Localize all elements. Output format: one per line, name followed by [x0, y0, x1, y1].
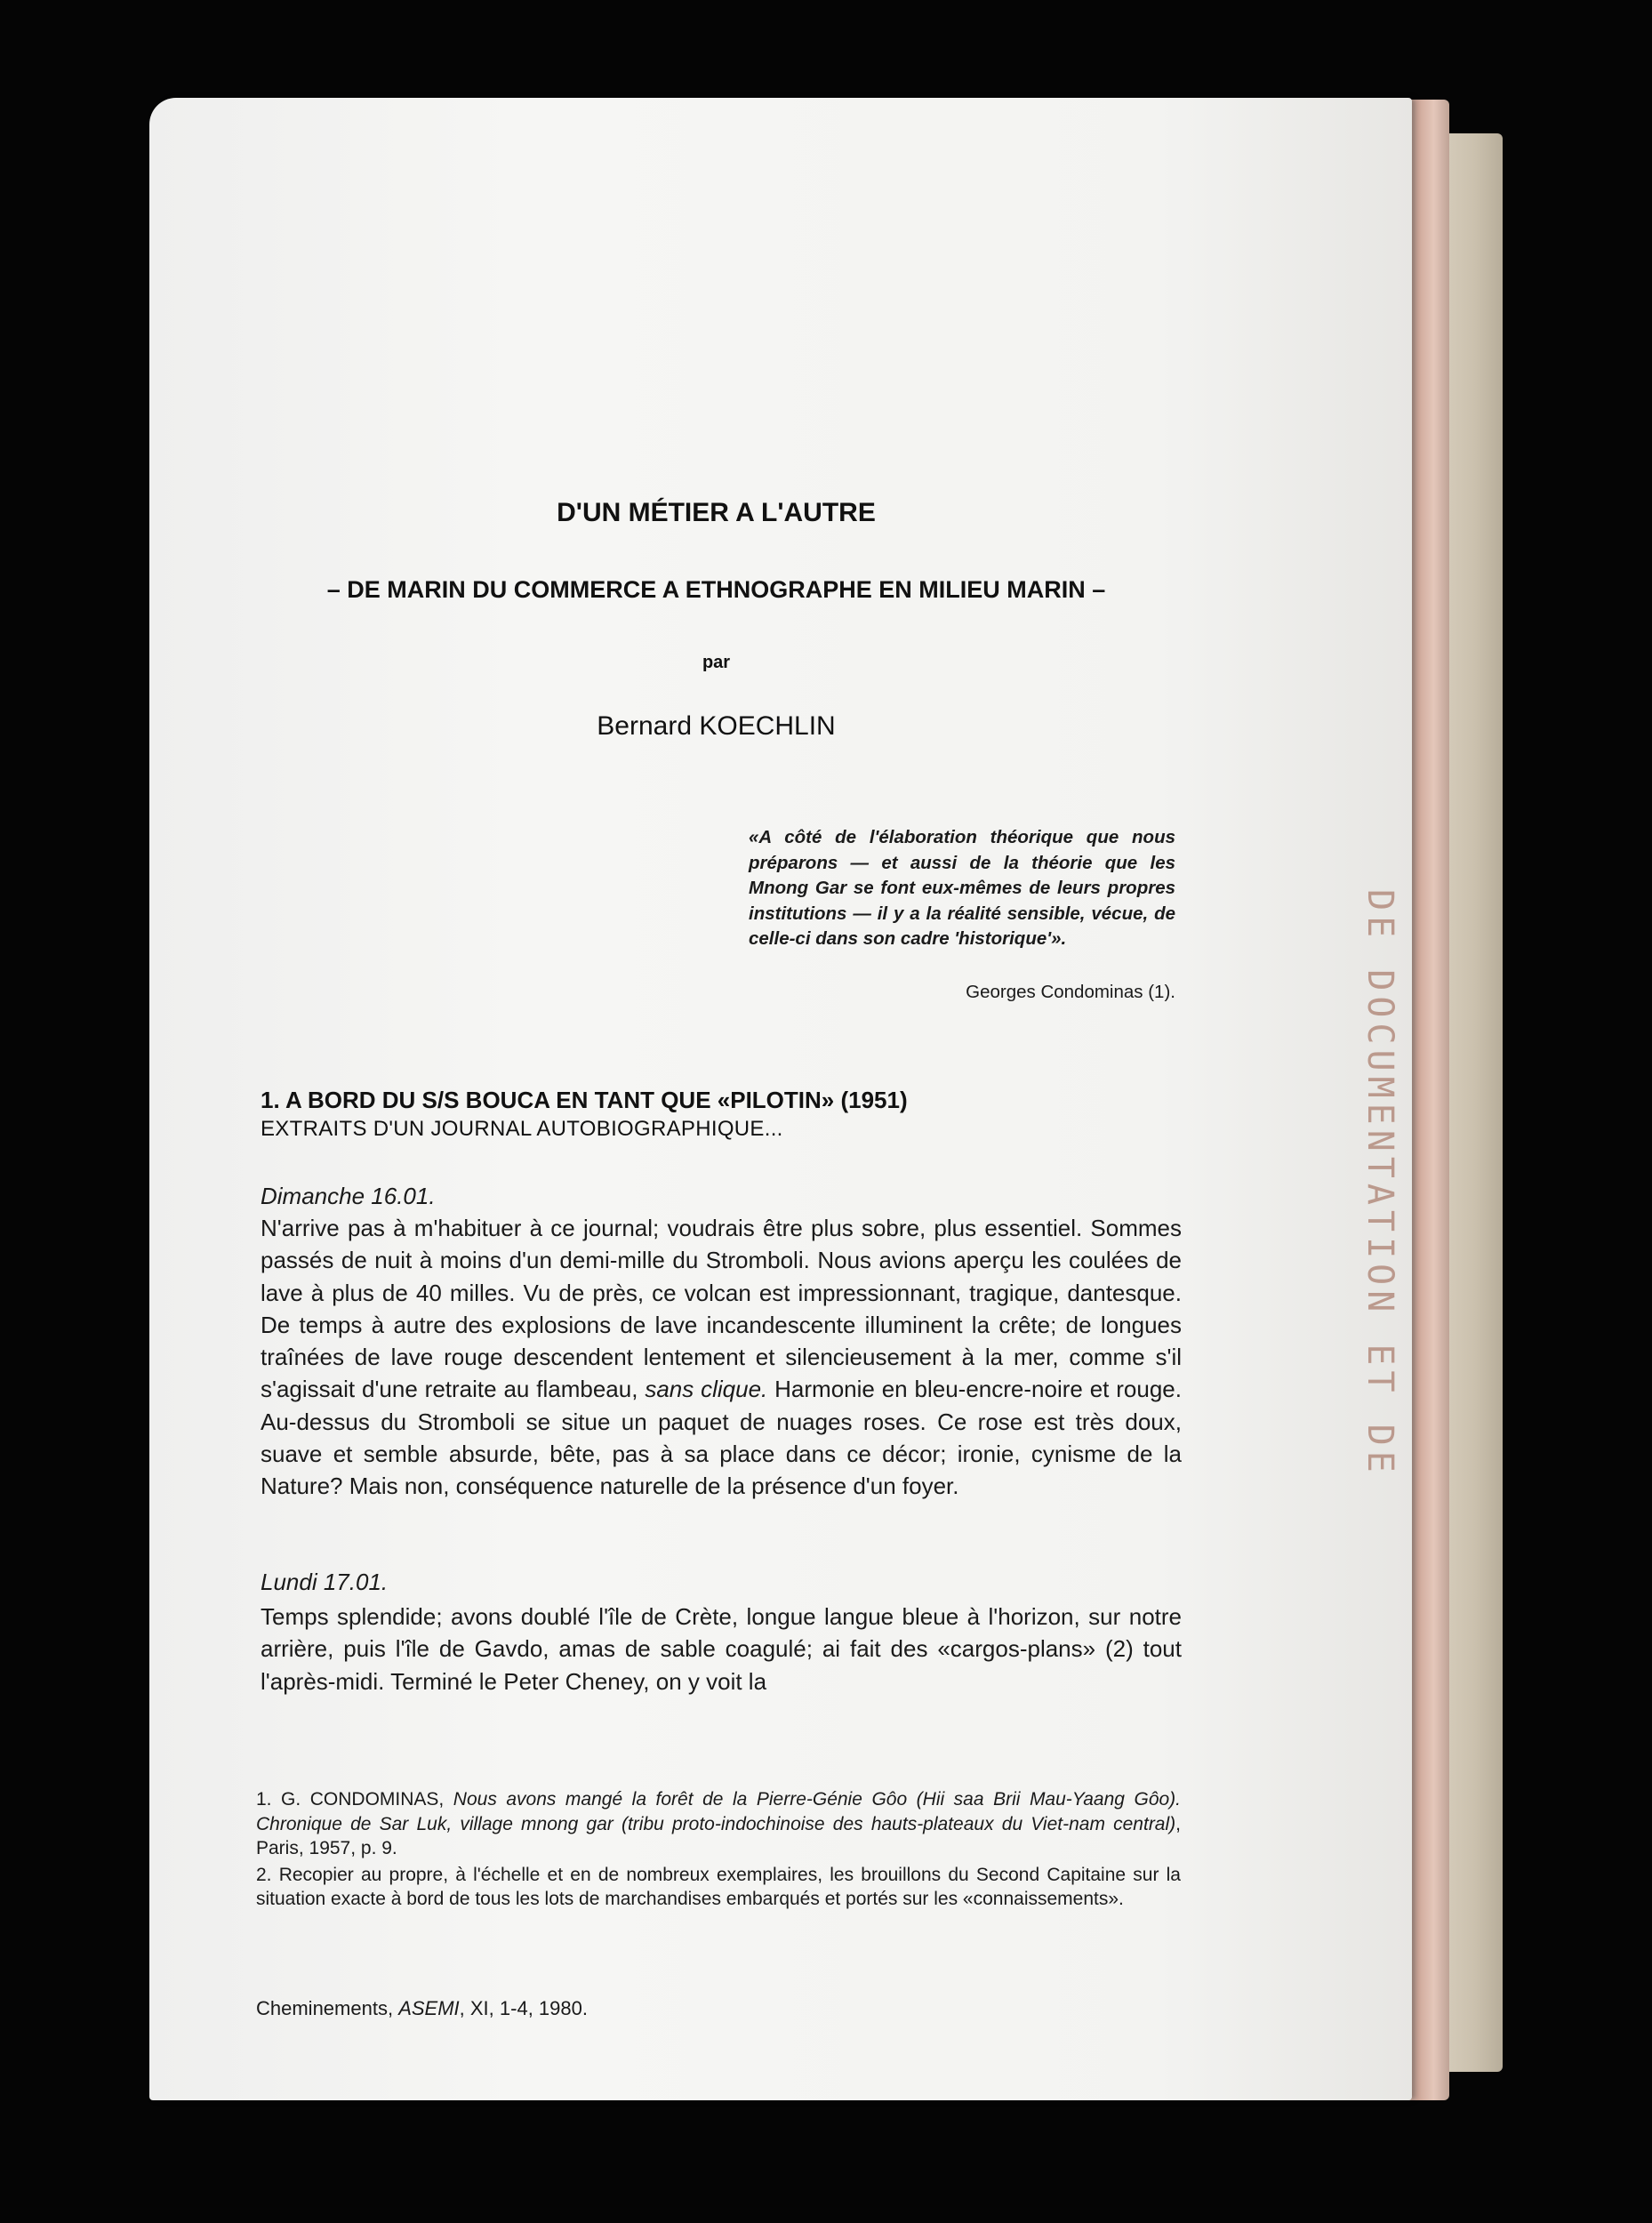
journal-entry-date: Lundi 17.01. [261, 1569, 389, 1595]
article-title: D'UN MÉTIER A L'AUTRE [557, 498, 876, 527]
journal-entry-body: Temps splendide; avons doublé l'île de Crète, longue langue bleue à l'horizon, sur notre arrière, puis l'île de Gavdo, amas de sable coagulé; ai fait des «cargos-plans» (2) tout l'après-midi. Terminé le Peter Cheney, on y voit la [261, 1603, 1182, 1695]
journal-citation [256, 1997, 1181, 2020]
article-subtitle: – DE MARIN DU COMMERCE A ETHNOGRAPHE EN MILIEU MARIN – [326, 576, 1106, 603]
byline-par: par [702, 653, 731, 672]
epigraph-quote: «A côté de l'élaboration théorique que nous préparons — et aussi de la théorie que les Mnong Gar se font eux-mêmes de leurs propres institutions — il y a la réalité sensible, vécue, de celle-ci dans son cadre 'historique'». [749, 827, 1175, 949]
journal-text-italic: sans clique. [645, 1376, 768, 1403]
citation-text: Cheminements, [256, 1997, 399, 2019]
footnote [256, 1863, 1181, 1912]
article-author: Bernard KOECHLIN [597, 711, 836, 741]
journal-text: N'arrive pas à m'habituer à ce journal; voudrais être plus sobre, plus essentiel. Sommes passés de nuit à moins d'un demi-mille du Stromboli. Nous avions aperçu les coulées de lave à plus de 40 milles. Vu de près, ce volcan est impressionnant, tragique, dantesque. De temps à autre des explosions de lave incandescente illuminent la crête; de longues traînées de lave rouge descendent lentement et silencieusement à la mer, comme s'il s'agissait d'une retraite au flambeau, [261, 1215, 1182, 1403]
footnote-title-italic: Nous avons mangé la forêt de la Pierre-Génie Gôo (Hii saa Brii Mau-Yaang Gôo). Chronique de Sar Luk, village mnong gar (tribu proto-indochinoise des hauts-plateaux du Viet-nam central) [256, 1789, 1181, 1834]
footnote [256, 1787, 1181, 1861]
footnote-text: 1. G. CONDOMINAS, [256, 1789, 453, 1810]
footnote-text: , Paris, 1957, p. 9. [256, 1813, 1181, 1858]
citation-text: , XI, 1-4, 1980. [459, 1997, 588, 2019]
section-subheading: EXTRAITS D'UN JOURNAL AUTOBIOGRAPHIQUE... [261, 1117, 783, 1141]
section-heading: 1. A BORD DU S/S BOUCA EN TANT QUE «PILOTIN» (1951) [261, 1087, 908, 1113]
journal-entry-date: Dimanche 16.01. [261, 1183, 436, 1209]
epigraph-attribution: Georges Condominas (1). [966, 982, 1175, 1002]
footnotes [256, 1787, 1181, 1914]
citation-journal-italic: ASEMI [398, 1997, 460, 2019]
footnote-text: 2. Recopier au propre, à l'échelle et en de nombreux exemplaires, les brouillons du Second Capitaine sur la situation exacte à bord de tous les lots de marchandises embarqués et portés sur les «connaissements». [256, 1864, 1181, 1909]
journal-text: Harmonie en bleu-encre-noire et rouge. Au-dessus du Stromboli se situe un paquet de nuages roses. Ce rose est très doux, suave et semble absurde, bête, pas à sa place dans ce décor; ironie, cynisme de la Nature? Mais non, conséquence naturelle de la présence d'un foyer. [261, 1376, 1182, 1500]
edge-stamp-text: DE DOCUMENTATION ET DE [1359, 889, 1400, 1478]
journal-entry-body [261, 1212, 1182, 1503]
